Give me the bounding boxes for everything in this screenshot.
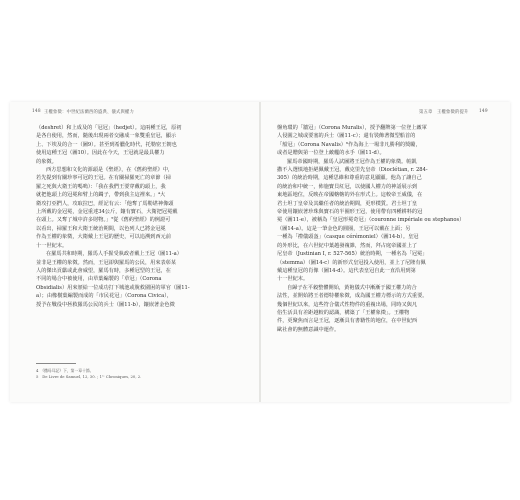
text-line: 上、下埃及的合一（圖9）。甚至到希臘化時代，托勒密王朝也 — [36, 141, 177, 148]
text-line: 在頭上。又奪了城中許多財物。」⁵從《舊約聖經》的例證可 — [36, 217, 171, 224]
book-spread — [10, 102, 510, 402]
text-line: 的象徵。 — [36, 158, 57, 165]
text-line: 帝使用鑲嵌著珍珠與寶石的半圈形王冠，使用帶有四種耕料的冠 — [277, 209, 423, 216]
text-line: 冕（圖11-e），被稱為「皇冠形冕奇冠」（couronne impériale ou stephanos） — [277, 217, 465, 224]
text-line: 歐社會的無體意識中運作。 — [277, 326, 340, 333]
text-line: 戴這種皇冠的肖像（圖14-d）。這代表皇冠自此一直沿用到第 — [277, 267, 416, 274]
text-line: 一種為「禮儀頭盔」（casque cérémoniel）（圖14-b）。皇冠 — [277, 234, 419, 241]
text-line: 幾個世紀以來，這些符合儀式性物件的重複出場，同時又與凡 — [277, 301, 418, 308]
text-line: 西方思想和文化的源頭是《聖經》，在《舊約聖經》中， — [46, 167, 174, 174]
page-number-left: 148 — [32, 109, 41, 114]
text-line: 使用這種王冠（圖10）。因此在今天，王冠就是最具權力 — [36, 150, 165, 157]
text-line: 十一世紀末。 — [277, 276, 309, 283]
text-line: 就把他頭上的冠冕和臂上的鐲子，帶到我主這裡來。」⁴大 — [36, 192, 166, 199]
text-line: 衛攻打亞捫人，攻取拉巴，經記有云：「他奪了馬勒堪神像頭 — [36, 200, 174, 207]
running-head-right: 第五章 王權象徵的提升 — [419, 110, 469, 115]
text-line: 十一世紀末。 — [36, 242, 68, 249]
left-page — [10, 102, 259, 402]
text-line: 以看出，掃羅王和大衛王統治期間，以色列人已將金冠冕 — [36, 225, 166, 232]
left-body-text — [36, 124, 242, 309]
text-line: （deshret）和上成及的「冠冠」（hedjet）。這兩種王冠，原初 — [36, 125, 182, 131]
footnotes — [36, 368, 236, 380]
text-line: 羅馬帝國時期，羅馬人試圖將王冠作為王權的象徵。帕凱 — [287, 158, 417, 165]
text-line: a）；由橡樹葉編製而成的「市民花冠」（Corona Civica）， — [36, 293, 173, 300]
text-line: 人的傑出貢獻或此會威望，羅馬有時，多種冠型的王冠，在 — [36, 267, 171, 274]
text-line: 不同的場合中被使用，由草葉編製的「草冠」（Corona — [36, 276, 162, 283]
text-line: 撒不入選慎地拒絕佩戴王冠，戴克里先皇帝（Dioclétian, r. 284- — [277, 167, 428, 174]
text-line: 羅之死與大衛王的嗎嗚）：「我在我們王要穿戴的頭上，我 — [36, 183, 166, 190]
text-line: 人侵圍之城或要塞的兵士（圖11-c）；還有裝飾著微型船首的 — [277, 133, 416, 140]
footnote-rule — [36, 363, 76, 364]
text-line: 尼皇帝（Justinian I, r. 527-565）統治時期，一種名為「冠冕」 — [277, 251, 428, 258]
text-line: 或者是贈與第一位登上敵艦的水手（圖11-d）。 — [277, 150, 385, 157]
text-line: 自歸子在平穀整體開始，黃袍儀式中漸漸于國王權力的合 — [287, 284, 417, 291]
right-body-text — [277, 124, 484, 334]
text-line: 在羅馬共和時期，羅馬人手握受執政者戴上王冠（圖11-a） — [46, 251, 182, 258]
text-line: （stemma）（圖14-c）的新形式皇冠投入使用，並上了尼隆有佩 — [277, 259, 426, 266]
text-line: 盤角環的「牆冠」（Corona Muralis），授予翻牌第一位登上敵軍 — [277, 125, 427, 131]
text-line: （圖14-a）。這是一筆金色的圓圈，王冠可以戴在上面；另 — [277, 225, 411, 232]
footnote: 4 《撒母耳記》下，第一章十節。 — [36, 368, 94, 373]
text-line: 「船冠」（Corona Navalis）⁶作為海上一場非凡勝利的獎勵， — [277, 141, 421, 148]
footnote: 5 De Livre de Samuel, 12, 30. ; 1ʳᵉ Chroniques, 20, 2. — [36, 374, 142, 379]
text-line: 授予在戰役中拯救羅馬公民的兵士（圖11-b），鑲嵌著金色徵 — [36, 301, 175, 308]
text-line: Obsidialis）用來頒給一位成功打下城池或脫救圍困的軍官（圖11- — [36, 284, 190, 291]
text-line: 上所戴的金冠冕，金冠重達34公斤，鑲有寶石，大衛把冠冕戴 — [36, 209, 178, 216]
text-line: 的統治和中統一，佈施寶貝紅冠，以使國人權力的神話展示到 — [277, 183, 418, 190]
text-line: 東地區地位，反映在帝國轄轄的外在形式上。這較帝王威儀，在 — [277, 192, 423, 199]
right-page — [261, 102, 510, 402]
text-line: 君士坦丁皇帝及其繼任者的統治期間，更形樸質。君士坦丁皇 — [277, 200, 418, 207]
text-line: 法性，並開始將王者德特權象徵，成為國王權力標示的方式重要。 — [277, 293, 428, 300]
page-number-right: 149 — [479, 109, 488, 114]
text-line: 俗生活具有差距越較的認識，構築了「王權象徵」。王權物 — [277, 309, 410, 316]
text-line: 若先提到有關珍寧可冠的王冠。在有關掃羅死亡的章節（掃 — [36, 175, 171, 182]
text-line: 是各自使用，然而，隨後出現兩者交融成一象雙重皇冠，顯示 — [36, 133, 177, 140]
text-line: 305）的統治時期，這種思維和尊重的意見顯顯。他為了讓自己 — [277, 175, 422, 182]
text-line: 的外形比，在六世紀中葉越發複雜，然而，拜占庭帝國並上了 — [277, 242, 418, 249]
text-line: 件，更聚焦而言是王冠，逐漸具有書籍性的地位，在中世紀西 — [277, 318, 418, 325]
running-head-left: 王權象徵：中世紀法蘭西的盛典、儀式與權力 — [44, 110, 134, 115]
text-line: 並非是王權的象徵。然而，王冠卻與羅馬的公民，用來表彰某 — [36, 259, 177, 266]
text-line: 作為王權的象徵，大衛戴上王冠的歷史，可以追溯到西元前 — [36, 234, 171, 241]
